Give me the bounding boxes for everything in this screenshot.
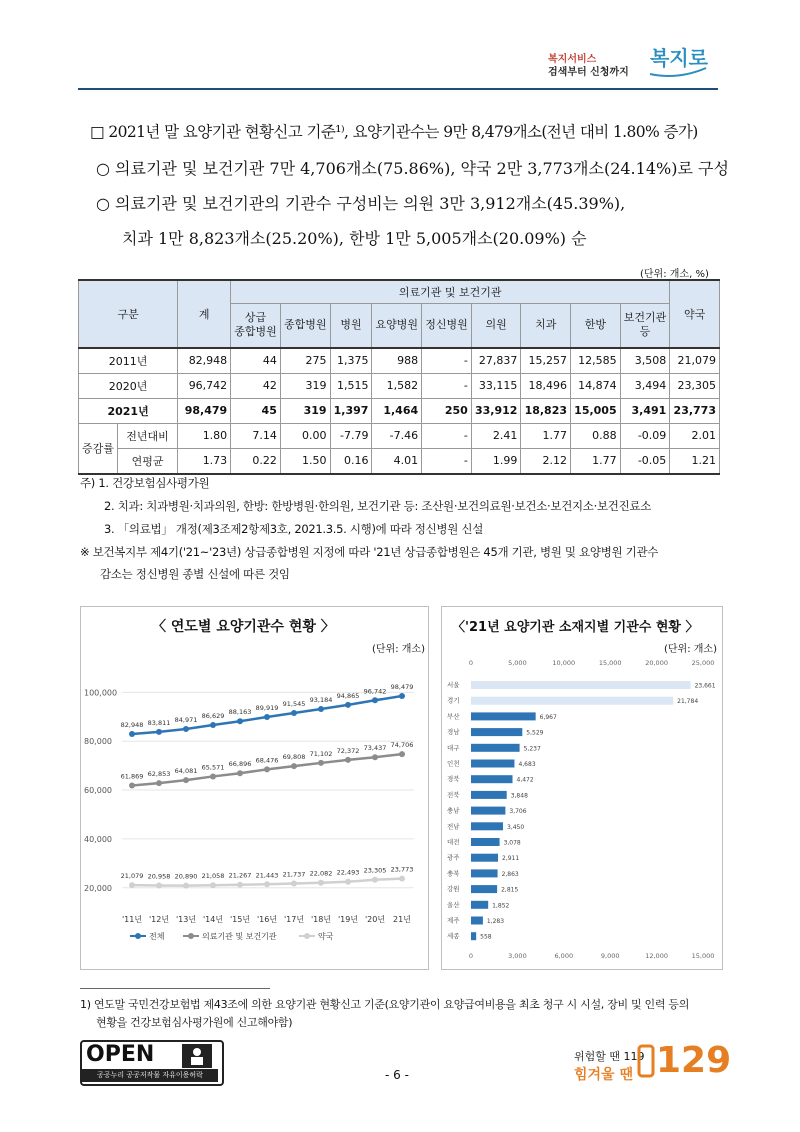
data-point — [129, 731, 135, 737]
bar-chart — [443, 655, 719, 965]
th-col-4: 정신병원 — [422, 304, 472, 348]
table-cell: 21,079 — [670, 348, 720, 374]
data-point — [291, 881, 297, 887]
x-tick-label: '20년 — [364, 915, 386, 924]
bar-chart-unit: (단위: 개소) — [664, 644, 717, 655]
bar-value-label: 3,848 — [510, 792, 528, 800]
bar — [471, 712, 536, 720]
line-chart-title: 〈 연도별 요양기관수 현황 〉 — [152, 619, 335, 635]
x-tick-label: '12년 — [148, 915, 170, 924]
data-label: 20,890 — [174, 872, 198, 881]
data-label: 21,079 — [120, 872, 144, 881]
table-cell: - — [422, 448, 472, 474]
table-row — [79, 398, 720, 423]
data-label: 66,896 — [228, 760, 252, 769]
table-cell: 3,494 — [620, 373, 670, 398]
th-col-0: 상급 종합병원 — [231, 304, 281, 348]
data-label: 69,808 — [282, 753, 306, 762]
category-label: 경기 — [447, 696, 460, 705]
data-point — [345, 702, 351, 708]
bottom-tick-label: 3,000 — [508, 951, 527, 960]
table-cell: 0.16 — [330, 448, 372, 474]
line-chart — [82, 655, 425, 965]
row-label: 2011년 — [79, 348, 178, 374]
data-point — [237, 718, 243, 724]
data-label: 74,706 — [390, 741, 414, 750]
bar — [471, 760, 514, 768]
data-label: 23,773 — [390, 865, 414, 874]
data-label: 96,742 — [363, 687, 387, 696]
bar — [471, 901, 488, 909]
table-cell: 1.99 — [471, 448, 521, 474]
table-cell: 44 — [231, 348, 281, 374]
data-point — [156, 882, 162, 888]
table-cell: 4.01 — [372, 448, 422, 474]
table-cell: 1.50 — [280, 448, 330, 474]
category-label: 충남 — [447, 806, 460, 815]
logo-swoosh-icon — [648, 66, 708, 78]
data-label: 22,082 — [309, 869, 333, 878]
x-tick-label: '18년 — [310, 915, 332, 924]
note-2: 2. 치과: 치과병원·치과의원, 한방: 한방병원·한의원, 보건기관 등: 조산원·보건의료원·보건소·보건지소·보건진료소 — [104, 499, 652, 513]
table-cell: 0.22 — [231, 448, 281, 474]
attribution-icon — [182, 1044, 212, 1068]
table-cell: - — [422, 373, 472, 398]
table-row — [79, 448, 720, 474]
category-label: 서울 — [447, 681, 460, 689]
y-tick-label: 60,000 — [84, 786, 112, 796]
y-tick-label: 20,000 — [84, 883, 112, 893]
x-tick-label: '16년 — [256, 915, 278, 924]
th-col-8: 보건기관 등 — [620, 304, 670, 348]
data-point — [237, 770, 243, 776]
th-category: 구분 — [79, 280, 178, 348]
footnote-rule — [80, 988, 270, 989]
x-tick-label: '15년 — [229, 915, 251, 924]
data-label: 72,372 — [336, 746, 360, 755]
data-point — [129, 882, 135, 888]
data-label: 21,267 — [228, 871, 252, 880]
bar — [471, 885, 497, 893]
table-cell: 45 — [231, 398, 281, 423]
category-label: 제주 — [447, 916, 460, 925]
data-point — [318, 760, 324, 766]
data-label: 21,058 — [201, 872, 225, 881]
table-cell: 319 — [280, 373, 330, 398]
bar-value-label: 6,967 — [539, 713, 557, 721]
category-label: 세종 — [447, 932, 460, 941]
top-tick-label: 0 — [468, 659, 474, 667]
data-label: 21,737 — [282, 870, 306, 879]
bar — [471, 744, 520, 752]
data-point — [345, 757, 351, 763]
table-cell: 18,823 — [521, 398, 571, 423]
bullet-2-cont: 치과 1만 8,823개소(25.20%), 한방 1만 5,005개소(20.09%) 순 — [122, 229, 587, 248]
bar — [471, 917, 483, 925]
x-tick-label: '14년 — [202, 915, 224, 924]
table-cell: 1,464 — [372, 398, 422, 423]
th-col-3: 요양병원 — [372, 304, 422, 348]
th-col-6: 치과 — [521, 304, 571, 348]
y-tick-label: 100,000 — [84, 688, 118, 698]
brand-tagline-2: 검색부터 신청까지 — [548, 67, 629, 78]
table-cell: 98,479 — [178, 398, 231, 423]
institution-table — [78, 279, 720, 475]
table-cell: 0.00 — [280, 423, 330, 448]
bar-value-label: 3,078 — [503, 839, 521, 847]
table-cell: 1.77 — [521, 423, 571, 448]
legend-label: 의료기관 및 보건기관 — [202, 932, 277, 941]
bar-value-label: 558 — [480, 933, 492, 941]
table-cell: 18,496 — [521, 373, 571, 398]
table-cell: -0.05 — [620, 448, 670, 474]
bar-chart-title: 〈'21년 요양기관 소재지별 기관수 현황 〉 — [452, 620, 699, 635]
category-label: 전남 — [447, 822, 460, 831]
headline: □ 2021년 말 요양기관 현황신고 기준¹⁾, 요양기관수는 9만 8,479개소(전년 대비 1.80% 증가) — [90, 123, 698, 141]
bar-value-label: 4,472 — [516, 776, 534, 784]
note-1: 주) 1. 건강보험심사평가원 — [80, 476, 210, 490]
table-cell: 7.14 — [231, 423, 281, 448]
data-label: 61,869 — [120, 772, 144, 781]
data-label: 64,081 — [174, 767, 198, 776]
table-cell: 250 — [422, 398, 472, 423]
table-cell: 1,397 — [330, 398, 372, 423]
bar-value-label: 21,784 — [677, 698, 699, 706]
bar — [471, 807, 505, 815]
note-5: 감소는 정신병원 종별 신설에 따른 것임 — [100, 567, 290, 581]
footnote-2: 현황을 건강보험심사평가원에 신고해야함) — [96, 1016, 293, 1029]
table-cell: 33,912 — [471, 398, 521, 423]
legend-label: 약국 — [318, 932, 334, 941]
category-label: 경남 — [447, 728, 460, 737]
bar-value-label: 5,529 — [526, 729, 544, 737]
data-label: 71,102 — [309, 749, 333, 758]
bottom-tick-label: 9,000 — [600, 951, 620, 960]
bar — [471, 854, 498, 862]
table-row — [79, 373, 720, 398]
y-tick-label: 80,000 — [84, 737, 112, 747]
table-cell: 96,742 — [178, 373, 231, 398]
top-tick-label: 15,000 — [598, 659, 622, 667]
data-label: 89,919 — [255, 703, 279, 712]
table-row — [79, 348, 720, 374]
bar — [471, 838, 500, 846]
category-label: 광주 — [447, 853, 460, 862]
data-point — [183, 777, 189, 783]
table-cell: 1,582 — [372, 373, 422, 398]
legend-marker — [135, 933, 141, 939]
table-cell: 1,375 — [330, 348, 372, 374]
note-3: 3. 「의료법」 개정(제3조제2항제3호, 2021.3.5. 시행)에 따라 정신병원 신설 — [104, 522, 484, 536]
data-label: 98,479 — [390, 683, 414, 692]
table-cell: 23,773 — [670, 398, 720, 423]
table-cell: - — [422, 423, 472, 448]
bullet-2: ○ 의료기관 및 보건기관의 기관수 구성비는 의원 3만 3,912개소(45.39%), — [96, 194, 626, 213]
table-cell: 15,257 — [521, 348, 571, 374]
brand-tagline-1: 복지서비스 — [548, 54, 597, 65]
category-label: 강원 — [447, 885, 460, 894]
table-cell: 2.41 — [471, 423, 521, 448]
table-cell: 27,837 — [471, 348, 521, 374]
bottom-tick-label: 12,000 — [645, 951, 668, 960]
kogl-sub: 공공누리 공공저작물 자유이용허락 — [82, 1069, 218, 1082]
bar — [471, 822, 503, 830]
data-label: 73,437 — [363, 744, 387, 753]
data-label: 20,958 — [147, 872, 171, 881]
table-cell: 82,948 — [178, 348, 231, 374]
bottom-tick-label: 6,000 — [554, 951, 574, 960]
th-col-2: 병원 — [330, 304, 372, 348]
bar-value-label: 1,852 — [492, 902, 510, 910]
legend-marker — [304, 933, 310, 939]
data-label: 93,184 — [309, 695, 333, 704]
data-point — [210, 722, 216, 728]
note-4: ※ 보건복지부 제4기('21~'23년) 상급종합병원 지정에 따라 '21년 상급종합병원은 45개 기관, 병원 및 요양병원 기관수 — [80, 545, 659, 559]
bar — [471, 932, 476, 940]
table-unit: (단위: 개소, %) — [640, 269, 709, 280]
hotline-big: 힘겨울 땐 — [574, 1067, 633, 1083]
bar-value-label: 2,863 — [501, 870, 519, 878]
category-label: 대전 — [447, 838, 460, 846]
row-label: 2021년 — [79, 398, 178, 423]
category-label: 울산 — [447, 900, 460, 909]
x-tick-label: '13년 — [175, 915, 197, 924]
x-tick-label: '17년 — [283, 915, 305, 924]
line-chart-unit: (단위: 개소) — [372, 644, 425, 655]
hotline-number: 129 — [656, 1040, 732, 1081]
top-tick-label: 10,000 — [552, 659, 576, 667]
footnote-1: 1) 연도말 국민건강보험법 제43조에 의한 요양기관 현황신고 기준(요양기관이 요양급여비용을 최초 청구 시 시설, 장비 및 인력 등의 — [80, 998, 690, 1011]
table-cell: 2.01 — [670, 423, 720, 448]
data-point — [183, 726, 189, 732]
data-label: 21,443 — [255, 871, 279, 880]
table-cell: 23,305 — [670, 373, 720, 398]
table-cell: 1,515 — [330, 373, 372, 398]
row-label: 전년대비 — [117, 423, 177, 448]
table-cell: 1.77 — [571, 448, 621, 474]
hotline-small: 위험할 땐 119 — [574, 1050, 645, 1063]
data-label: 94,865 — [336, 691, 360, 700]
table-cell: 275 — [280, 348, 330, 374]
bar-value-label: 2,911 — [502, 855, 520, 863]
table-cell: 0.88 — [571, 423, 621, 448]
bar — [471, 791, 507, 799]
data-point — [264, 881, 270, 887]
change-group-label: 증감률 — [79, 423, 118, 474]
bar — [471, 697, 673, 705]
table-cell: 988 — [372, 348, 422, 374]
table-cell: 14,874 — [571, 373, 621, 398]
table-cell: - — [422, 348, 472, 374]
data-label: 84,971 — [174, 716, 198, 725]
data-label: 65,571 — [201, 763, 225, 772]
bar-value-label: 23,661 — [694, 682, 716, 690]
bar-value-label: 3,706 — [509, 808, 527, 816]
header-rule — [78, 88, 718, 90]
data-point — [372, 754, 378, 760]
data-point — [156, 729, 162, 735]
data-point — [156, 780, 162, 786]
phone-icon — [636, 1040, 656, 1080]
data-label: 88,163 — [228, 708, 252, 717]
data-point — [345, 879, 351, 885]
th-group: 의료기관 및 보건기관 — [231, 280, 670, 304]
bar — [471, 869, 498, 877]
category-label: 충북 — [447, 869, 460, 878]
row-label: 연평균 — [117, 448, 177, 474]
bar — [471, 775, 513, 783]
row-label: 2020년 — [79, 373, 178, 398]
th-col-7: 한방 — [571, 304, 621, 348]
category-label: 전북 — [447, 790, 460, 799]
data-point — [291, 763, 297, 769]
data-point — [237, 882, 243, 888]
data-point — [264, 714, 270, 720]
table-cell: 15,005 — [571, 398, 621, 423]
bokjiro-logo: 복지로 — [650, 46, 708, 70]
table-cell: 3,508 — [620, 348, 670, 374]
legend-marker — [188, 933, 194, 939]
page-number: - 6 - — [385, 1068, 409, 1082]
bar — [471, 681, 691, 689]
table-cell: 1.21 — [670, 448, 720, 474]
bar — [471, 728, 522, 736]
data-point — [318, 706, 324, 712]
data-label: 86,629 — [201, 711, 225, 720]
category-label: 인천 — [447, 759, 460, 768]
data-point — [183, 883, 189, 889]
data-label: 83,811 — [147, 718, 171, 727]
data-point — [264, 766, 270, 772]
table-cell: 33,115 — [471, 373, 521, 398]
table-cell: 2.12 — [521, 448, 571, 474]
x-tick-label: '19년 — [337, 915, 359, 924]
data-point — [399, 693, 405, 699]
data-label: 82,948 — [120, 720, 144, 729]
y-tick-label: 40,000 — [84, 834, 112, 844]
th-total: 계 — [178, 280, 231, 348]
category-label: 부산 — [447, 712, 460, 721]
top-tick-label: 25,000 — [691, 659, 715, 667]
data-point — [399, 751, 405, 757]
table-cell: 42 — [231, 373, 281, 398]
data-label: 68,476 — [255, 756, 279, 765]
category-label: 경북 — [447, 775, 460, 784]
x-tick-label: '11년 — [121, 915, 143, 924]
bottom-tick-label: 0 — [468, 951, 474, 960]
table-cell: 3,491 — [620, 398, 670, 423]
top-tick-label: 20,000 — [645, 659, 668, 667]
th-pharmacy: 약국 — [670, 280, 720, 348]
category-label: 대구 — [447, 743, 460, 752]
table-cell: 1.73 — [178, 448, 231, 474]
bar-value-label: 5,237 — [523, 745, 541, 753]
table-cell: 319 — [280, 398, 330, 423]
bottom-tick-label: 15,000 — [691, 951, 715, 960]
bar-value-label: 2,815 — [501, 886, 519, 894]
data-point — [318, 880, 324, 886]
bar-value-label: 4,683 — [518, 761, 536, 768]
top-tick-label: 5,000 — [508, 659, 527, 667]
th-col-5: 의원 — [471, 304, 521, 348]
data-point — [399, 876, 405, 882]
data-point — [210, 882, 216, 888]
data-point — [372, 877, 378, 883]
data-label: 22,493 — [336, 868, 360, 877]
data-point — [129, 782, 135, 788]
table-cell: 12,585 — [571, 348, 621, 374]
data-label: 62,853 — [147, 770, 171, 779]
data-point — [372, 697, 378, 703]
table-cell: 1.80 — [178, 423, 231, 448]
x-tick-label: 21년 — [393, 915, 411, 924]
bullet-1: ○ 의료기관 및 보건기관 7만 4,706개소(75.86%), 약국 2만 3,773개소(24.14%)로 구성 — [96, 159, 729, 178]
bar-value-label: 3,450 — [507, 823, 525, 831]
table-row — [79, 423, 720, 448]
data-label: 91,545 — [282, 699, 306, 708]
table-cell: -0.09 — [620, 423, 670, 448]
kogl-open-label: OPEN — [86, 1042, 155, 1067]
table-cell: -7.46 — [372, 423, 422, 448]
data-label: 23,305 — [363, 866, 387, 875]
th-col-1: 종합병원 — [280, 304, 330, 348]
data-point — [210, 773, 216, 779]
legend-label: 전체 — [149, 932, 165, 941]
table-cell: -7.79 — [330, 423, 372, 448]
bar-value-label: 1,283 — [486, 918, 505, 925]
data-point — [291, 710, 297, 716]
